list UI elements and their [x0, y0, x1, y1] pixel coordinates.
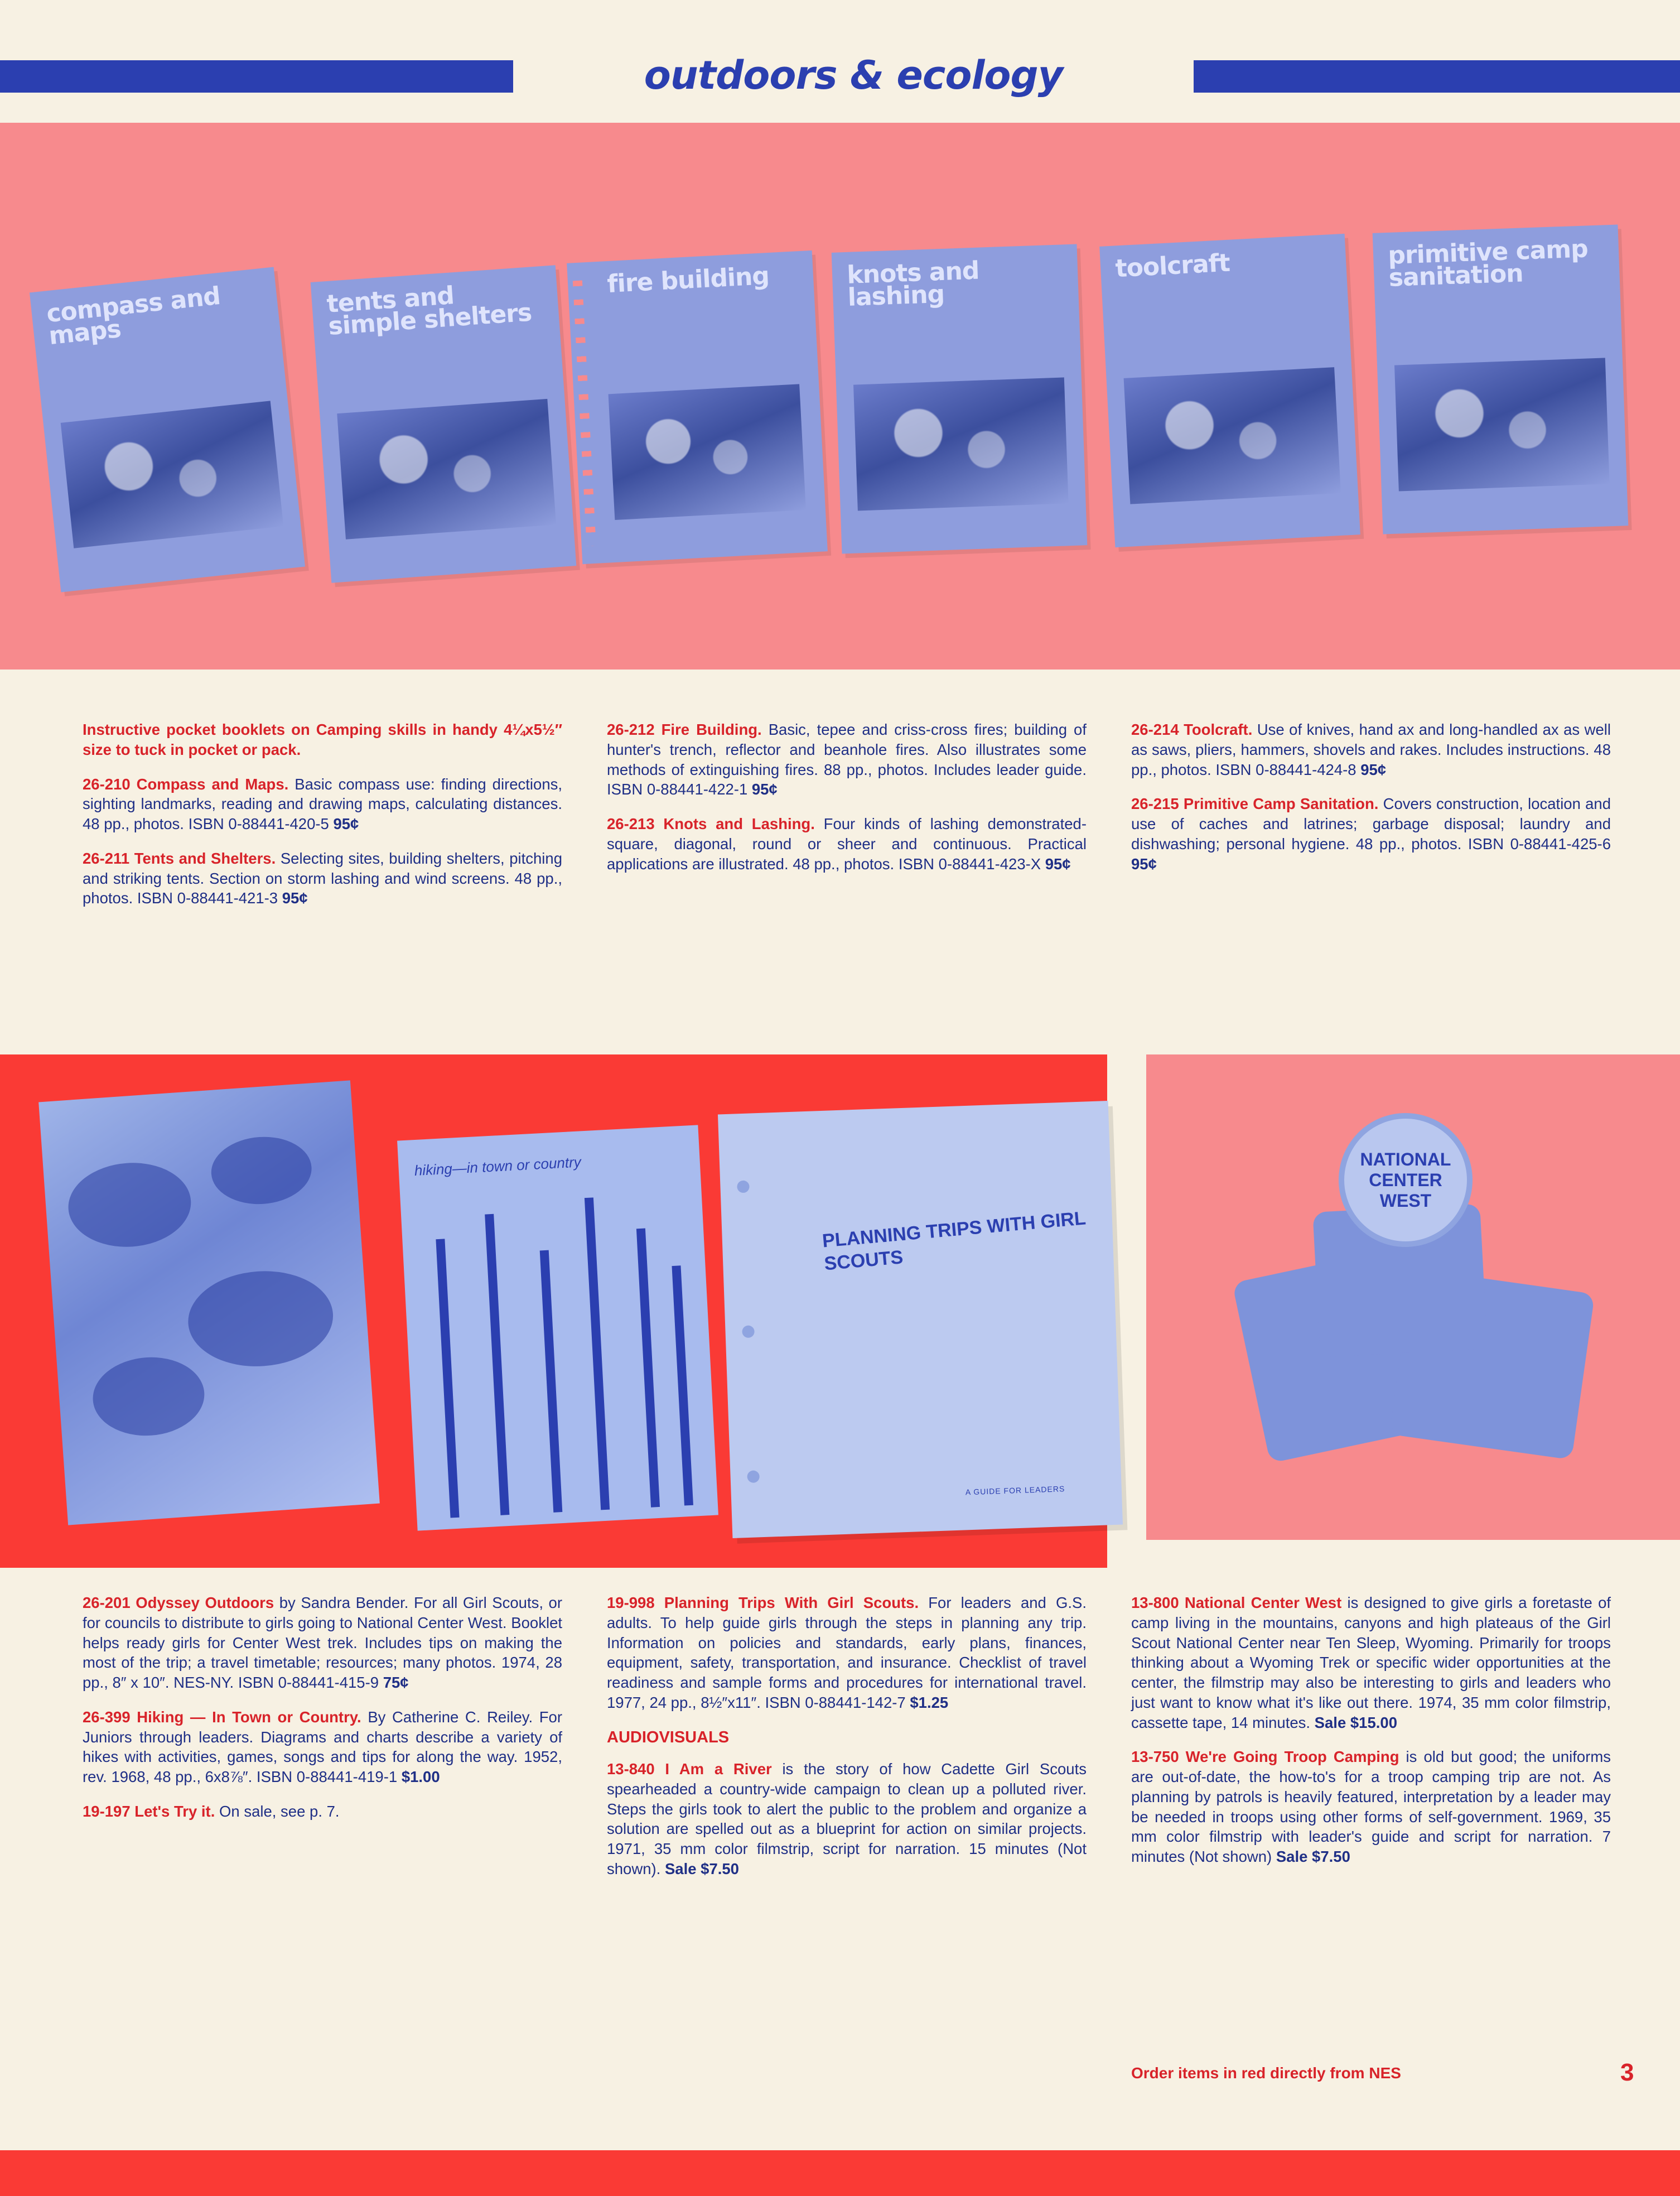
- item-description: Selecting sites, building shelters, pitching and striking tents. Section on storm lashing and wind screens. 48 pp., photos. ISBN 0-88441-421-3: [83, 849, 562, 907]
- item-price: 95¢: [282, 889, 308, 907]
- page-header: [0, 50, 1680, 103]
- item-code: 26-399 Hiking — In Town or Country.: [83, 1708, 361, 1726]
- footer-color-strip: [0, 2150, 1680, 2196]
- item-26-213: [607, 814, 1087, 874]
- item-price: 75¢: [383, 1674, 409, 1691]
- page-title: outdoors & ecology: [644, 52, 1063, 98]
- item-price: Sale $15.00: [1314, 1713, 1397, 1731]
- item-description: On sale, see p. 7.: [215, 1802, 340, 1820]
- booklet-cover-photo: [1394, 358, 1610, 492]
- booklet-cover-photo: [608, 384, 806, 520]
- spiral-binding-icon: [573, 281, 596, 546]
- national-center-west-filmstrip-artwork: [1216, 1096, 1629, 1543]
- binder-hole: [747, 1470, 760, 1483]
- item-19-998: [607, 1593, 1087, 1713]
- item-code: 26-214 Toolcraft.: [1131, 721, 1253, 738]
- text-column-3-bottom: [1131, 1593, 1611, 1881]
- text-column-1-top: [83, 720, 562, 923]
- booklet-title: primitive camp sanitation: [1387, 234, 1589, 292]
- item-13-840: [607, 1759, 1087, 1879]
- item-description: Basic compass use: finding directions, sighting landmarks, reading and drawing maps, calculating distances. 48 pp., photos. ISBN 0-88441-420-5: [83, 775, 562, 832]
- item-code: 19-197 Let's Try it.: [83, 1802, 215, 1820]
- item-code: 19-998 Planning Trips With Girl Scouts.: [607, 1594, 919, 1611]
- odyssey-outdoors-artwork: [38, 1080, 380, 1525]
- item-26-211: [83, 849, 562, 908]
- item-price: 95¢: [1045, 855, 1071, 873]
- page-number: 3: [1620, 2059, 1634, 2086]
- booklet-title: knots and lashing: [846, 256, 980, 312]
- item-price: 95¢: [333, 815, 359, 832]
- item-price: $1.00: [401, 1768, 440, 1785]
- booklet-primitive-camp-sanitation: [1373, 224, 1629, 534]
- text-column-1-bottom: [83, 1593, 562, 1836]
- item-price: 95¢: [1131, 855, 1157, 873]
- item-description: Covers construction, location and use of caches and latrines; garbage disposal; laundry and dishwashing; personal hygiene. 48 pp., photos. ISBN 0-88441-425-6: [1131, 795, 1611, 853]
- booklet-knots-and-lashing: [832, 244, 1088, 553]
- booklet-cover-photo: [1123, 367, 1341, 504]
- item-description: is old but good; the uniforms are out-of-date, the how-to's for a troop camping trip are not. As planning by patrols is heavily featured, interpretation by a leader may be needed in troops using other forms of self-government. 1969, 35 mm color filmstrip with leader's guide and script for narration. 7 minutes (Not shown): [1131, 1748, 1611, 1865]
- item-code: 13-840 I Am a River: [607, 1760, 772, 1778]
- item-price: 95¢: [751, 781, 778, 798]
- item-description: Four kinds of lashing demonstrated-square, diagonal, round or sheer and continuous. Practical applications are illustrated. 48 pp., photos. ISBN 0-88441-423-X: [607, 815, 1087, 873]
- booklet-fire-building: [567, 251, 828, 564]
- order-instructions: Order items in red directly from NES: [1131, 2064, 1401, 2082]
- hiking-booklet-cover: [397, 1125, 718, 1530]
- booklet-toolcraft: [1099, 234, 1360, 547]
- planning-cover-footer: A GUIDE FOR LEADERS: [965, 1484, 1065, 1497]
- text-column-3-top: [1131, 720, 1611, 888]
- item-code: 26-212 Fire Building.: [607, 721, 762, 738]
- booklet-cover-photo: [337, 398, 556, 540]
- item-price: 95¢: [1360, 760, 1387, 778]
- item-code: 26-210 Compass and Maps.: [83, 775, 289, 793]
- binder-hole: [742, 1325, 755, 1338]
- booklet-cover-photo: [853, 377, 1069, 511]
- item-26-210: [83, 774, 562, 834]
- booklet-photo-band: [0, 123, 1680, 670]
- item-13-750: [1131, 1747, 1611, 1867]
- booklet-title: tents and simple shelters: [326, 281, 533, 341]
- filmstrip-reel-label: NATIONAL CENTER WEST: [1339, 1113, 1473, 1247]
- item-26-214: [1131, 720, 1611, 779]
- item-code: 13-800 National Center West: [1131, 1594, 1342, 1611]
- item-description: For leaders and G.S. adults. To help guide girls through the steps in planning any trip. Information on policies and standards, early plans, finances, equipment, safety, transportation, and insurance. Checklist of travel readiness and sample forms and procedures for international travel. 1977, 24 pp., 8½″x11″. ISBN 0-88441-142-7: [607, 1594, 1087, 1711]
- audiovisuals-subhead: AUDIOVISUALS: [607, 1728, 730, 1746]
- header-rule-left: [0, 60, 513, 93]
- booklet-cover-photo: [60, 401, 283, 548]
- item-price: $1.25: [910, 1693, 949, 1711]
- item-description: Basic, tepee and criss-cross fires; building of hunter's trench, reflector and beanhole fires. Also illustrates some methods of extinguishing fires. 88 pp., photos. Includes leader guide. ISBN 0-88441-422-1: [607, 721, 1087, 798]
- item-price: Sale $7.50: [664, 1860, 739, 1877]
- text-column-2-top: [607, 720, 1087, 888]
- item-code: 13-750 We're Going Troop Camping: [1131, 1748, 1399, 1766]
- item-description: is designed to give girls a foretaste of camp living in the mountains, canyons and high plateaus of the Girl Scout National Center near Ten Sleep, Wyoming. Primarily for troops thinking about a Wyoming Trek or specific wider opportunities at the center, the filmstrip may also be interesting to girls and leaders who just want to know what it's like out there. 1974, 35 mm color filmstrip, cassette tape, 14 minutes.: [1131, 1594, 1611, 1731]
- booklet-title: toolcraft: [1114, 248, 1230, 283]
- binder-hole: [737, 1181, 750, 1193]
- booklet-title: compass and maps: [45, 281, 222, 351]
- item-13-800: [1131, 1593, 1611, 1732]
- camping-booklets-intro: Instructive pocket booklets on Camping skills in handy 4¼x5½″ size to tuck in pocket or pack.: [83, 721, 562, 758]
- item-price: Sale $7.50: [1276, 1848, 1350, 1865]
- booklet-tents-and-simple-shelters: [311, 265, 577, 582]
- text-column-2-bottom: [607, 1593, 1087, 1894]
- item-code: 26-211 Tents and Shelters.: [83, 849, 276, 867]
- booklet-compass-and-maps: [30, 267, 305, 592]
- booklet-title: fire building: [606, 261, 770, 298]
- item-26-201: [83, 1593, 562, 1693]
- item-26-399: [83, 1707, 562, 1787]
- item-description: By Catherine C. Reiley. For Juniors through leaders. Diagrams and charts describe a variety of hikes with activities, games, songs and tips for along the way. 1952, rev. 1968, 48 pp., 6x8⅞″. ISBN 0-88441-419-1: [83, 1708, 562, 1785]
- header-rule-right: [1194, 60, 1680, 93]
- item-26-215: [1131, 794, 1611, 874]
- item-19-197: [83, 1802, 562, 1822]
- item-code: 26-213 Knots and Lashing.: [607, 815, 815, 832]
- item-description: Use of knives, hand ax and long-handled ax as well as saws, pliers, hammers, shovels and rakes. Includes instructions. 48 pp., photos. ISBN 0-88441-424-8: [1131, 721, 1611, 778]
- planning-trips-cover: [718, 1101, 1123, 1538]
- planning-cover-title: PLANNING TRIPS WITH GIRL SCOUTS: [821, 1207, 1087, 1275]
- item-code: 26-201 Odyssey Outdoors: [83, 1594, 274, 1611]
- item-code: 26-215 Primitive Camp Sanitation.: [1131, 795, 1379, 813]
- item-description: is the story of how Cadette Girl Scouts spearheaded a country-wide campaign to clean up a polluted river. Steps the girls took to alert the public to the problem and organize a solution are spelled out as a blueprint for action on similar projects. 1971, 35 mm color filmstrip, script for narration. 15 minutes (Not shown).: [607, 1760, 1087, 1877]
- item-26-212: [607, 720, 1087, 800]
- hiking-cover-title: hiking—in town or country: [414, 1153, 582, 1179]
- item-description: by Sandra Bender. For all Girl Scouts, or for councils to distribute to girls going to National Center West. Booklet helps ready girls for Center West trek. Includes tips on making the most of the trip; a travel timetable; resources; many photos. 1974, 28 pp., 8″ x 10″. NES-NY. ISBN 0-88441-415-9: [83, 1594, 563, 1691]
